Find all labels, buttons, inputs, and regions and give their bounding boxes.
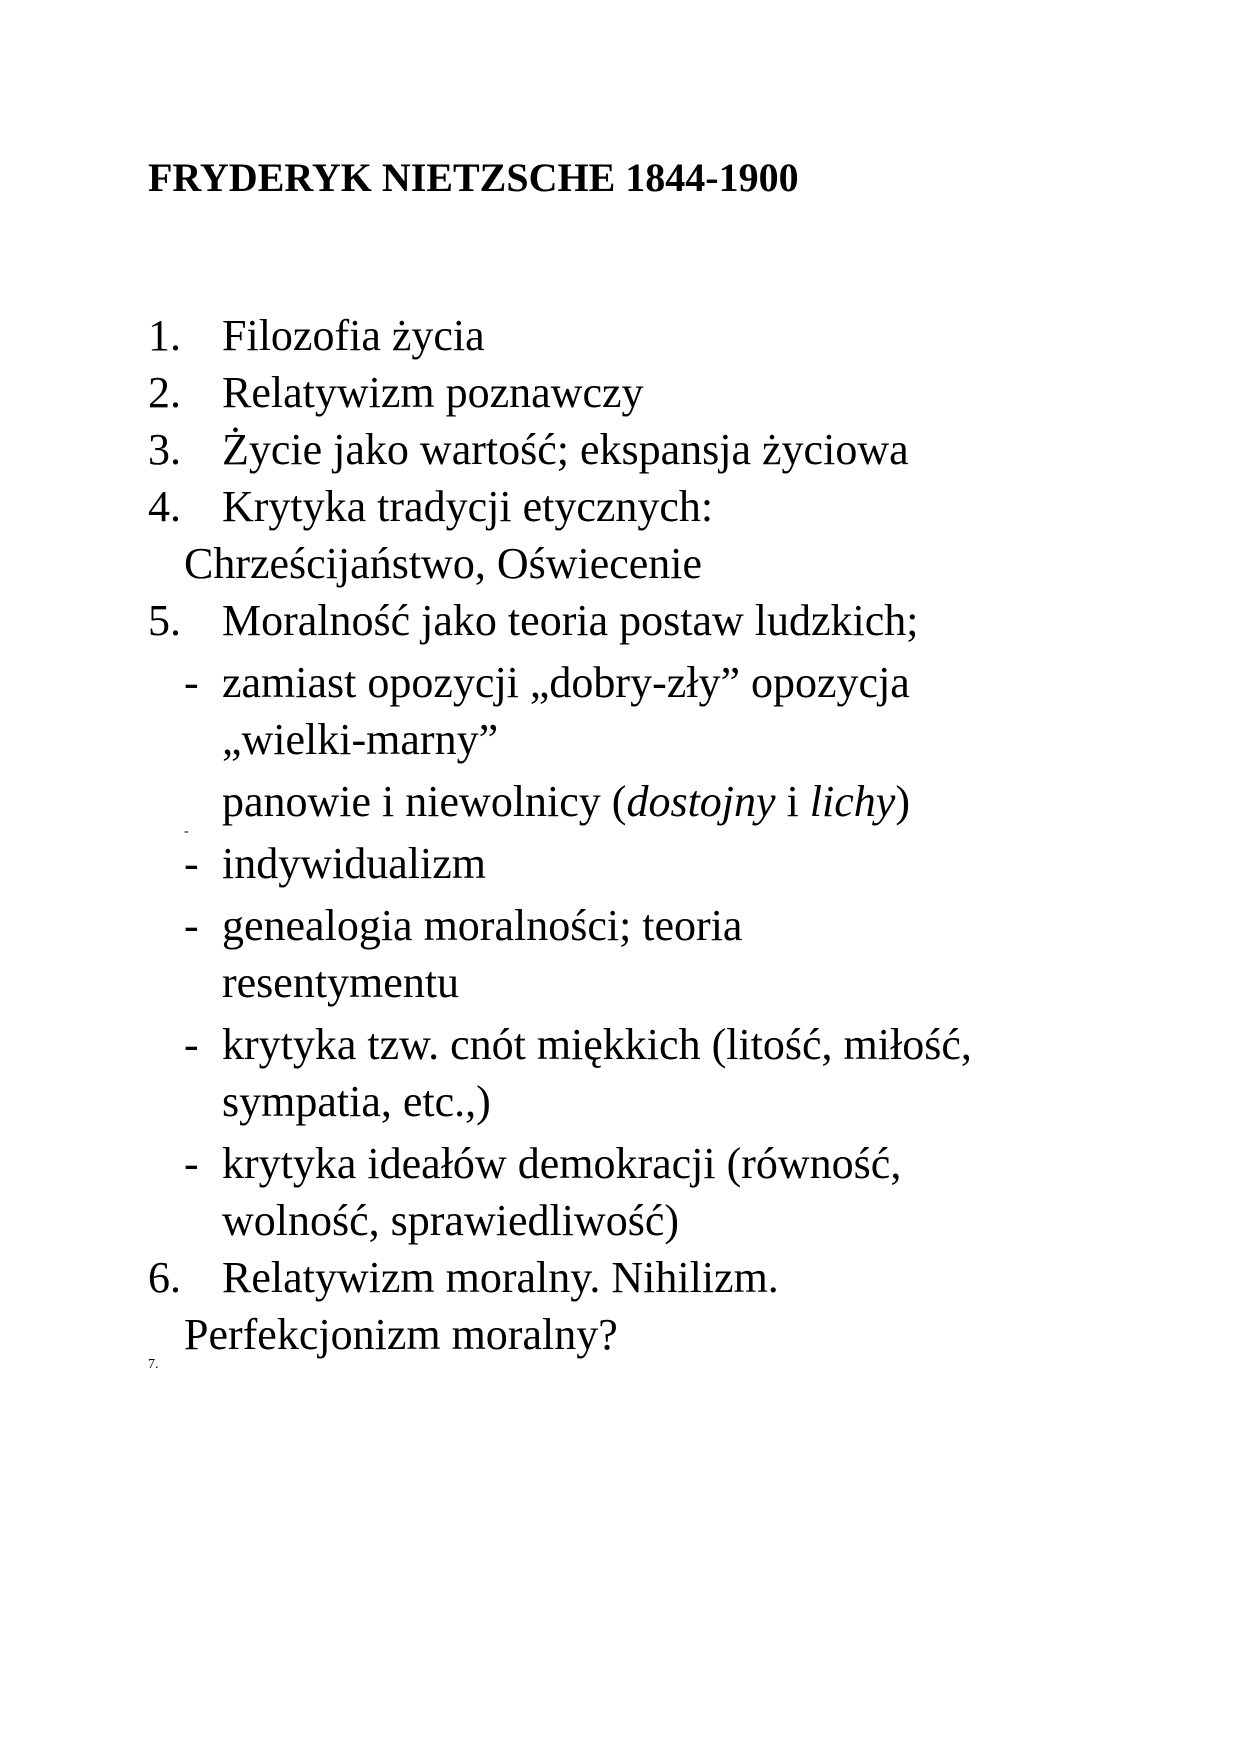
list-item <box>148 364 1148 421</box>
bullet-dash: - <box>184 1139 199 1188</box>
item-number: 7. <box>148 1357 159 1372</box>
sub-item-text: genealogia moralności; teoria <box>222 901 743 950</box>
sub-list-item <box>148 773 1148 839</box>
list-item <box>148 421 1148 478</box>
bullet-dash: - <box>184 901 199 950</box>
item-number: 2. <box>148 368 181 417</box>
item-number: 6. <box>148 1253 181 1302</box>
list-item <box>148 1249 1148 1306</box>
italic-word: lichy <box>809 777 896 826</box>
list-item <box>148 307 1148 364</box>
item-text-continuation: Chrześcijaństwo, Oświecenie <box>184 539 703 588</box>
bullet-dash: - <box>184 824 189 839</box>
bullet-dash: - <box>184 1020 199 1069</box>
item-text: Relatywizm poznawczy <box>222 368 644 417</box>
text-run: ) <box>895 777 910 826</box>
sub-list-item <box>148 1135 1148 1249</box>
list-item <box>148 592 1148 649</box>
sub-item-text: krytyka ideałów demokracji (równość, <box>222 1139 902 1188</box>
sub-item-text-continuation: wolność, sprawiedliwość) <box>222 1196 680 1245</box>
item-text: Krytyka tradycji etycznych: <box>222 482 714 531</box>
text-run: panowie i niewolnicy ( <box>222 777 627 826</box>
text-run: i <box>775 777 810 826</box>
item-number: 4. <box>148 482 181 531</box>
bullet-dash: - <box>184 839 199 888</box>
item-number: 5. <box>148 596 181 645</box>
sub-item-text-continuation: resentymentu <box>222 958 460 1007</box>
item-number: 1. <box>148 311 181 360</box>
list-item <box>148 478 1148 592</box>
item-text: Życie jako wartość; ekspansja życiowa <box>222 425 909 474</box>
item-text: Relatywizm moralny. Nihilizm. <box>222 1253 779 1302</box>
sub-item-text: zamiast opozycji „dobry-zły” opozycja <box>222 658 910 707</box>
bullet-dash: - <box>184 658 199 707</box>
item-text: Filozofia życia <box>222 311 485 360</box>
item-text: Perfekcjonizm moralny? <box>184 1310 618 1359</box>
italic-word: dostojny <box>626 777 776 826</box>
sub-list-item <box>148 835 1148 892</box>
item-text: Moralność jako teoria postaw ludzkich; <box>222 596 919 645</box>
topic-list <box>148 307 1148 1372</box>
sub-item-text-continuation: sympatia, etc.,) <box>222 1077 491 1126</box>
sub-item-text-continuation: „wielki-marny” <box>222 715 499 764</box>
sub-list-item <box>148 654 1148 768</box>
document-title: FRYDERYK NIETZSCHE 1844-1900 <box>148 155 799 200</box>
list-item <box>148 1306 1148 1372</box>
item-number: 3. <box>148 425 181 474</box>
sub-list-item <box>148 1016 1148 1130</box>
sub-item-text: indywidualizm <box>222 839 486 888</box>
sub-item-text: krytyka tzw. cnót miękkich (litość, miłość, <box>222 1020 972 1069</box>
sub-list-item <box>148 897 1148 1011</box>
sub-item-text <box>222 773 1148 830</box>
